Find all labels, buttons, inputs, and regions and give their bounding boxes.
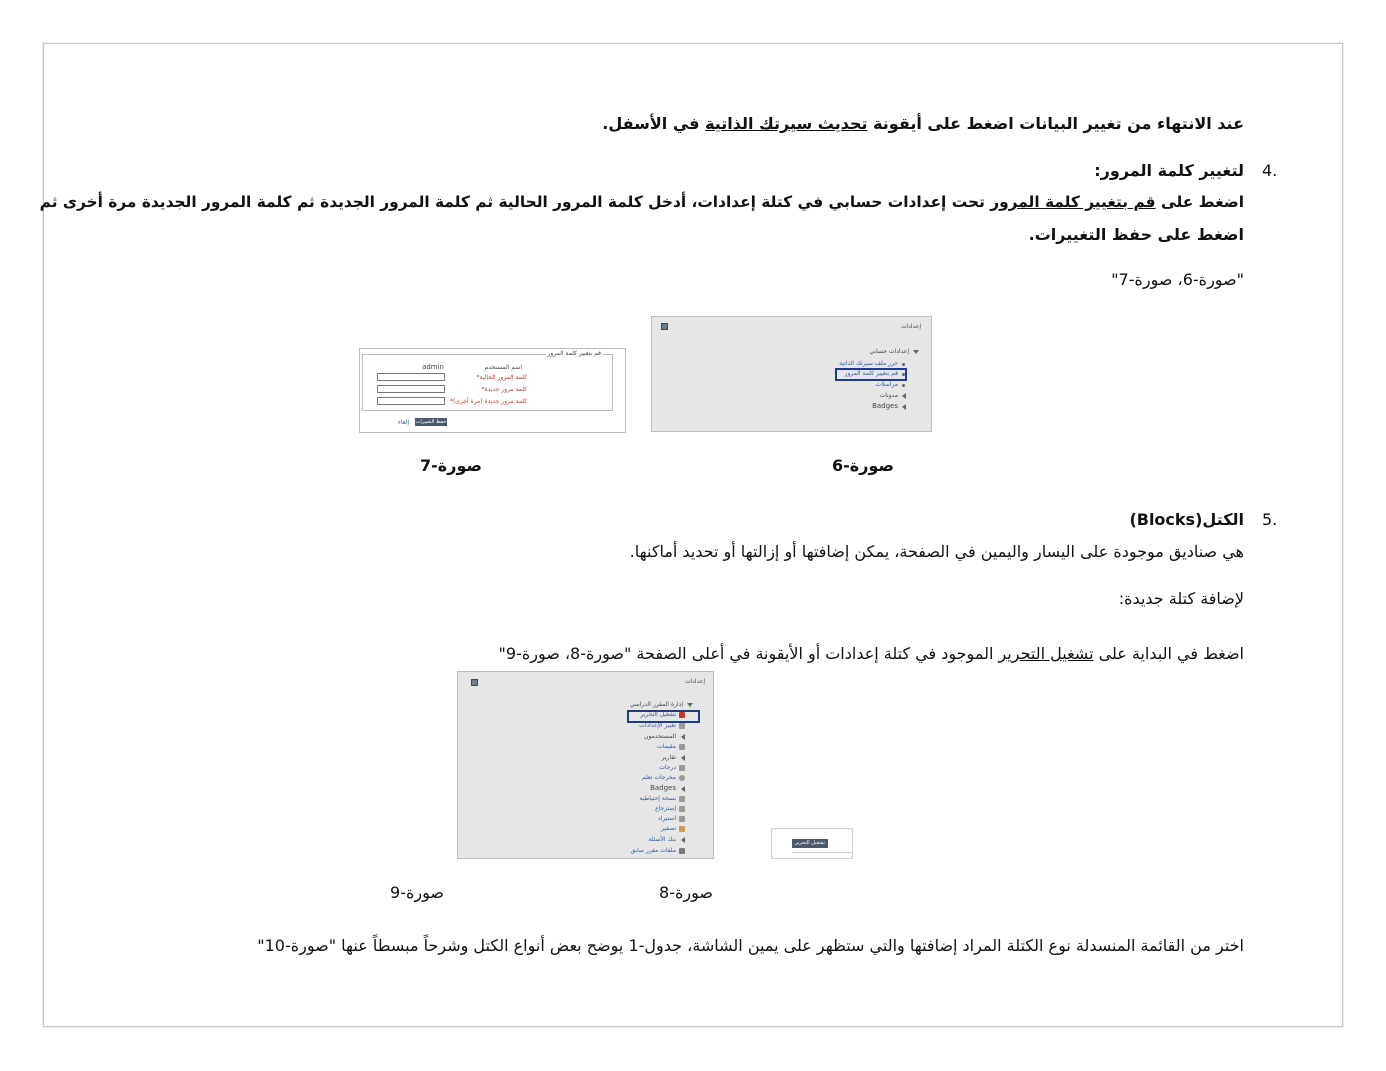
- figure6-item-change-password[interactable]: قم بتغيير كلمة المرور: [844, 370, 898, 377]
- figure8-screenshot: [457, 671, 714, 859]
- section4-line1-start: اضغط على: [1155, 193, 1244, 211]
- figure8-item-reset[interactable]: تصفير: [660, 825, 676, 832]
- figure9-screenshot: [771, 828, 853, 859]
- bullet-icon: [902, 363, 905, 366]
- instruction-start: اضغط في البداية على: [1093, 644, 1244, 663]
- figure8-item-users[interactable]: المستخدمون: [644, 733, 676, 740]
- filter-icon: [679, 744, 685, 750]
- figure8-item-restore[interactable]: إسترجاع: [655, 805, 676, 812]
- folder-icon: [679, 848, 685, 854]
- backup-icon: [679, 796, 685, 802]
- section4-figure-ref: "صورة-6، صورة-7": [1111, 270, 1244, 289]
- import-icon: [679, 816, 685, 822]
- section4-number: 4.: [1262, 161, 1278, 180]
- instruction-end: الموجود في كتلة إعدادات أو الأيقونة في أعلى الصفحة "صورة-8، صورة-9": [498, 644, 999, 663]
- document-page: [43, 43, 1343, 1027]
- figure8-item-question-bank[interactable]: بنك الأسئلة: [648, 836, 676, 843]
- section5-heading: الكتل(Blocks): [1129, 510, 1244, 529]
- bullet-icon: [902, 384, 905, 387]
- current-password-label: كلمة المرور الحالية*: [476, 374, 527, 381]
- collapsed-icon: [902, 393, 906, 399]
- collapsed-icon: [681, 837, 685, 843]
- figure8-item-badges[interactable]: Badges: [650, 784, 676, 792]
- section5-description: هي صناديق موجودة على اليسار واليمين في الصفحة، يمكن إضافتها أو إزالتها أو تحديد أماكنها.: [629, 542, 1244, 561]
- section4-heading: لتغيير كلمة المرور:: [1094, 161, 1244, 180]
- update-cv-paragraph: [602, 114, 1244, 133]
- save-changes-button[interactable]: حفظ التغييرات: [415, 419, 447, 425]
- figure7-caption: صورة-7: [420, 456, 482, 475]
- highlight-box: [835, 368, 907, 381]
- para1-text-end: في الأسفل.: [602, 114, 706, 133]
- figure7-legend: قم بتغيير كلمة المرور: [547, 350, 601, 357]
- username-value: admin: [422, 363, 444, 371]
- outcomes-icon: [679, 775, 685, 781]
- figure8-item-legacy-files[interactable]: ملفات مقرر سابق: [630, 847, 676, 854]
- figure9-caption: صورة-9: [390, 883, 444, 902]
- figure8-item-edit-settings[interactable]: تغيير الإعدادات: [639, 722, 676, 729]
- figure8-item-grades[interactable]: درجات: [659, 764, 676, 771]
- figure6-screenshot: [651, 316, 932, 432]
- figure8-item-turn-editing-on[interactable]: تشغيل التحرير: [640, 711, 676, 718]
- username-label: اسم المستخدم: [484, 364, 522, 371]
- block-collapse-icon[interactable]: [661, 323, 668, 330]
- expand-icon: [687, 703, 693, 707]
- figure6-item-messaging[interactable]: مراسلات: [875, 381, 898, 388]
- figure8-item-reports[interactable]: تقارير: [661, 754, 676, 761]
- new-password-input[interactable]: [377, 385, 445, 393]
- grades-icon: [679, 765, 685, 771]
- figure7-screenshot: [359, 348, 626, 433]
- restore-icon: [679, 806, 685, 812]
- figure6-item-blogs[interactable]: مدونات: [879, 392, 898, 399]
- figure8-item-outcomes[interactable]: مخرجات تعلم: [641, 774, 676, 781]
- new-password-again-input[interactable]: [377, 397, 445, 405]
- figure8-caption: صورة-8: [659, 883, 713, 902]
- new-password-label: كلمة مرور جديدة*: [481, 386, 527, 393]
- section5-add-block: لإضافة كتلة جديدة:: [1118, 589, 1244, 608]
- divider: [792, 852, 852, 853]
- para1-text-start: عند الانتهاء من تغيير البيانات اضغط على أيقونة: [867, 114, 1244, 133]
- section4-line1: [40, 193, 1244, 211]
- turn-editing-on-button[interactable]: تشغيل التحرير: [792, 839, 828, 848]
- current-password-input[interactable]: [377, 373, 445, 381]
- new-password-again-label: كلمة مرور جديدة (مرة أخرى)*: [449, 398, 527, 405]
- update-cv-link[interactable]: تحديث سيرتك الذاتية: [705, 114, 868, 133]
- section4-line1-end: تحت إعدادات حسابي في كتلة إعدادات، أدخل كلمة المرور الحالية ثم كلمة المرور الجديدة ثم كلمة المرور الجديدة مرة أخرى ثم: [39, 193, 991, 211]
- collapsed-icon: [681, 755, 685, 761]
- change-password-link[interactable]: قم بتغيير كلمة المرور: [990, 193, 1156, 211]
- figure6-caption: صورة-6: [832, 456, 894, 475]
- reset-icon: [679, 826, 685, 832]
- expand-icon: [913, 350, 919, 354]
- cancel-link[interactable]: إلغاء: [398, 419, 410, 426]
- figure8-root-item: إدارة المقرر الدراسي: [629, 701, 683, 708]
- figure8-item-backup[interactable]: نسخة إحتياطية: [639, 795, 676, 802]
- block-collapse-icon[interactable]: [471, 679, 478, 686]
- figure6-item-badges[interactable]: Badges: [872, 402, 898, 410]
- collapsed-icon: [681, 734, 685, 740]
- section5-number: 5.: [1262, 510, 1278, 529]
- turn-editing-on-link[interactable]: تشغيل التحرير: [998, 644, 1094, 663]
- figure6-header: إعدادات: [900, 323, 921, 330]
- figure6-root-item: إعدادات حسابي: [869, 348, 909, 355]
- gear-icon: [679, 723, 685, 729]
- section4-line2: اضغط على حفظ التغييرات.: [1028, 225, 1244, 244]
- collapsed-icon: [681, 786, 685, 792]
- section5-final-paragraph: اختر من القائمة المنسدلة نوع الكتلة المراد إضافتها والتي ستظهر على يمين الشاشة، جدول-1 يوضح بعض أنواع الكتل وشرحاً مبسطاً عنها "صورة-10": [257, 936, 1244, 955]
- collapsed-icon: [902, 404, 906, 410]
- section5-instruction: [499, 644, 1244, 663]
- figure8-header: إعدادات: [684, 678, 705, 685]
- figure8-item-import[interactable]: استيراد: [658, 815, 676, 822]
- figure8-item-filters[interactable]: مقيمات: [656, 743, 676, 750]
- figure6-item-edit-profile[interactable]: حرر ملف سيرتك الذاتية: [839, 360, 898, 367]
